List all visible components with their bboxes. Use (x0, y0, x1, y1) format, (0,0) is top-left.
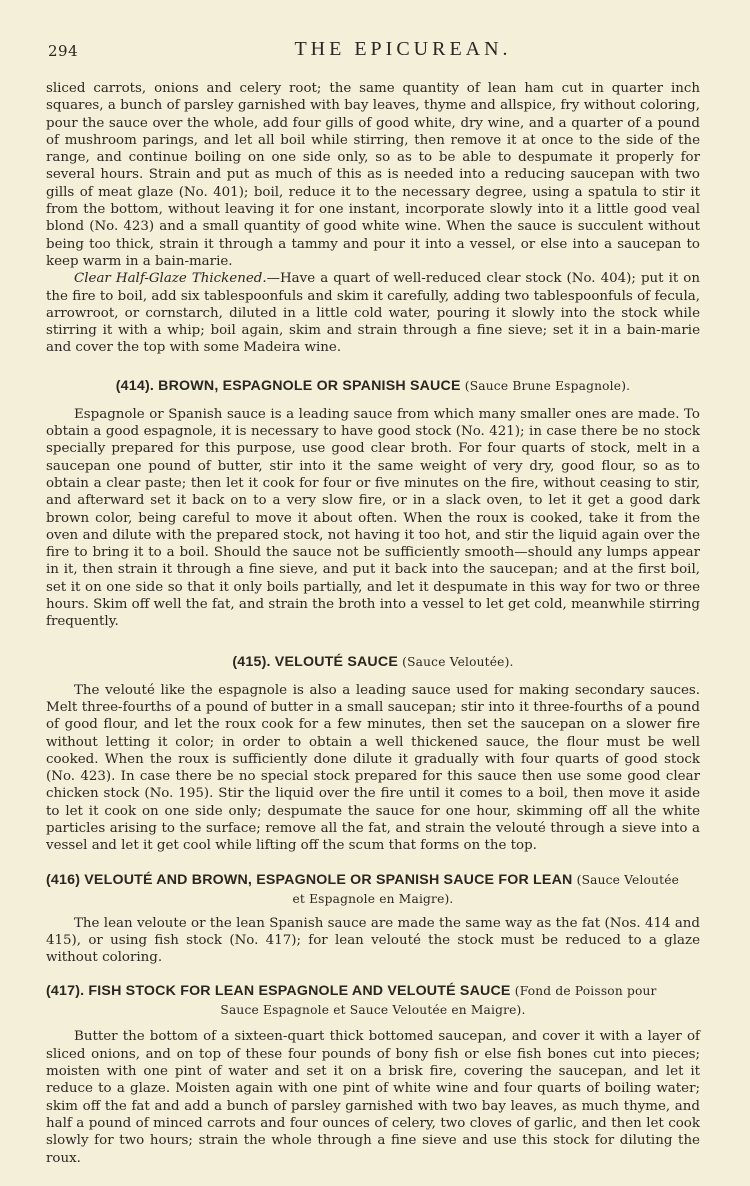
recipe-heading-414 (46, 377, 700, 396)
recipe-french-title-continued: et Espagnole en Maigre). (292, 891, 454, 906)
recipe-french-title: (Sauce Veloutée (576, 872, 680, 887)
recipe-text-416: The lean veloute or the lean Spanish sauce are made the same way as the fat (Nos. 414 and 415), or using fish stock (No. 417); for lean velouté the stock must be reduced to a glaze without coloring. (46, 915, 700, 966)
recipe-heading-415 (46, 653, 700, 672)
recipe-french-title: (Sauce Veloutée). (402, 654, 514, 669)
recipe-french-title-continued: Sauce Espagnole et Sauce Veloutée en Maigre). (220, 1003, 526, 1018)
book-title: THE EPICUREAN. (294, 38, 512, 60)
clear-half-glaze-lead-in: Clear Half-Glaze Thickened. (74, 271, 267, 287)
page-number: 294 (48, 42, 79, 60)
recipe-title: (416) VELOUTÉ AND BROWN, ESPAGNOLE OR SPANISH SAUCE FOR LEAN (46, 871, 573, 888)
recipe-title: (415). VELOUTÉ SAUCE (232, 653, 398, 670)
running-head (46, 36, 700, 66)
recipe-text-417: Butter the bottom of a sixteen-quart thick bottomed saucepan, and cover it with a layer of sliced onions, and on top of these four pounds of bony fish or else fish bones cut into pieces; moisten with one pint of water and set it on a brisk fire, covering the saucepan, and let it reduce to a glaze. Moisten again with one pint of white wine and four quarts of boiling water; skim off the fat and add a bunch of parsley garnished with two bay leaves, as much thyme, and half a pound of minced carrots and four ounces of celery, two cloves of garlic, and then let cook slowly for two hours; strain the whole through a fine sieve and use this stock for diluting the roux. (46, 1029, 700, 1166)
clear-half-glaze-text: —Have a quart of well-reduced clear stock (No. 404); put it on the fire to boil, add six tablespoonfuls and skim it carefully, adding two tablespoonfuls of fecula, arrowroot, or cornstarch, diluted in a little cold water, pouring it slowly into the stock while stirring it with a whip; boil again, skim and strain through a fine sieve; set it in a bain-marie and cover the top with some Madeira wine. (46, 271, 700, 356)
recipe-french-title: (Sauce Brune Espagnole). (464, 378, 631, 393)
recipe-french-title: (Fond de Poisson pour (514, 984, 657, 999)
recipe-heading-417 (46, 982, 700, 1020)
recipe-title: (417). FISH STOCK FOR LEAN ESPAGNOLE AND VELOUTÉ SAUCE (46, 983, 511, 1000)
recipe-text-415: The velouté like the espagnole is also a leading sauce used for making secondary sauces. Melt three-fourths of a pound of butter in a small saucepan; stir into it three-fourths of a pound of good flour, and let the roux cook for a few minutes, then set the saucepan on a slower fire without letting it color; in order to obtain a well thickened sauce, the flour must be well cooked. When the roux is sufficiently done dilute it gradually with four quarts of good stock (No. 423). In case there be no special stock prepared for this sauce then use some good clear chicken stock (No. 195). Stir the liquid over the fire until it comes to a boil, then move it aside to let it cook on one side only; despumate the sauce for one hour, skimming off all the white particles arising to the surface; remove all the fat, and strain the velouté through a sieve into a vessel and let it get cool while lifting off the scum that forms on the top. (46, 682, 700, 854)
recipe-heading-416 (46, 871, 700, 909)
clear-half-glaze-paragraph (46, 270, 700, 356)
recipe-text-414: Espagnole or Spanish sauce is a leading sauce from which many smaller ones are made. To obtain a good espagnole, it is necessary to have good stock (No. 421); in case there be no stock specially prepared for this purpose, use good clear broth. For four quarts of stock, melt in a saucepan one pound of butter, stir into it the same weight of very dry, good flour, so as to obtain a clear paste; then let it cook for four or five minutes on the fire, without ceasing to stir, and afterward set it back on to a very slow fire, or in a slack oven, to let it get a good dark brown color, being careful to move it about often. When the roux is cooked, take it from the oven and dilute with the prepared stock, not having it too hot, and stir the liquid again over the fire to bring it to a boil. Should the sauce not be sufficiently smooth—should any lumps appear in it, then strain it through a fine sieve, and put it back into the saucepan; and at the first boil, set it on one side so that it only boils partially, and let it despumate in this way for two or three hours. Skim off well the fat, and strain the broth into a vessel to let get cold, meanwhile stirring frequently. (46, 406, 700, 630)
continuation-paragraph: sliced carrots, onions and celery root; the same quantity of lean ham cut in quarter inch squares, a bunch of parsley garnished with bay leaves, thyme and allspice, fry without coloring, pour the sauce over the whole, add four gills of good white, dry wine, and a quarter of a pound of mushroom parings, and let all boil while stirring, then remove it at once to the side of the range, and continue boiling on one side only, so as to be able to despumate it properly for several hours. Strain and put as much of this as is needed into a reducing saucepan with two gills of meat glaze (No. 401); boil, reduce it to the necessary degree, using a spatula to stir it from the bottom, without leaving it for one instant, incorporate slowly into it a little good veal blond (No. 423) and a small quantity of good white wine. When the sauce is succulent without being too thick, strain it through a tammy and pour it into a vessel, or else into a saucepan to keep warm in a bain-marie. (46, 81, 700, 269)
recipe-title: (414). BROWN, ESPAGNOLE OR SPANISH SAUCE (115, 377, 461, 394)
